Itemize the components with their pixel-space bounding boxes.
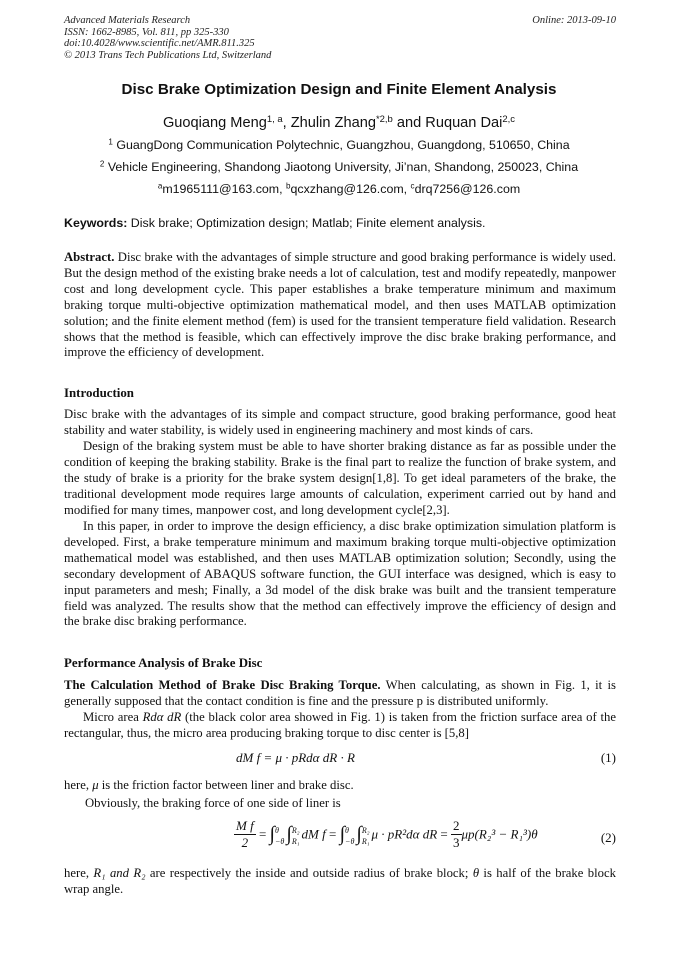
text-run: is half of the brake block wrap angle. bbox=[64, 866, 616, 896]
affiliation-2 bbox=[0, 160, 678, 174]
journal-header bbox=[64, 15, 616, 61]
issn-line: ISSN: 1662-8985, Vol. 811, pp 325-330 bbox=[64, 26, 229, 38]
performance-text: When calculating, as shown in Fig. 1, it is generally supposed that the contact condition is fine and the pressure p is distributed uniformly. bbox=[64, 678, 616, 708]
equation-2-lhs-fraction bbox=[234, 818, 256, 851]
inline-math: Rdα dR bbox=[142, 710, 182, 724]
subsection-label: The Calculation Method of Brake Disc Braking Torque. bbox=[64, 678, 381, 692]
email-address: qcxzhang@126.com, bbox=[290, 182, 411, 196]
equation-2-rhs-fraction bbox=[451, 818, 462, 851]
radius-paragraph bbox=[64, 866, 616, 898]
introduction-heading: Introduction bbox=[64, 386, 134, 400]
author-separator: and bbox=[392, 115, 426, 131]
keywords-label: Keywords: bbox=[64, 216, 128, 230]
integral-sign: ∫ bbox=[339, 823, 346, 845]
performance-heading: Performance Analysis of Brake Disc bbox=[64, 656, 263, 670]
text-run: Micro area bbox=[83, 710, 143, 724]
text-run: here, bbox=[64, 866, 94, 880]
online-date: Online: 2013-09-10 bbox=[532, 15, 616, 26]
email-mark: c bbox=[410, 181, 415, 191]
performance-paragraph-1 bbox=[64, 678, 616, 710]
journal-name: Advanced Materials Research bbox=[64, 15, 191, 26]
intro-paragraph-1: Disc brake with the advantages of its simple and compact structure, good braking performance, good heat stability and water stability, is widely used in engineering machinery and most kinds of cars. bbox=[64, 407, 616, 437]
affiliation-mark: 1 bbox=[108, 137, 113, 147]
author-affiliation-mark: *2,b bbox=[375, 113, 393, 125]
abstract-text: Disc brake with the advantages of simple structure and good braking performance is widely used. But the design method of the existing brake needs a lot of calculation, test and modify repeatedly, manpower cost and long development cycle. This paper establishes a brake temperature minimum and maximum braking torque multi-objective optimization mathematical model, and then uses MATLAB optimization solution; and the finite element method (fem) is used for the transient temperature field validation. Research shows that the method is feasible, which can effectively improve the disc brake braking performance, and improve the efficiency of development. bbox=[64, 250, 616, 360]
equation-1-body: dM f = μ · pRdα dR · R bbox=[236, 750, 355, 765]
obviously-paragraph: Obviously, the braking force of one side of liner is bbox=[85, 796, 341, 810]
author-list bbox=[0, 115, 678, 131]
copyright-line: © 2013 Trans Tech Publications Ltd, Switzerland bbox=[64, 49, 272, 61]
abstract-paragraph bbox=[64, 250, 616, 361]
fraction-denominator: 3 bbox=[453, 835, 460, 850]
keywords-text: Disk brake; Optimization design; Matlab; Finite element analysis. bbox=[127, 216, 486, 230]
affiliation-mark: 2 bbox=[99, 159, 105, 169]
text-run: here, bbox=[64, 778, 93, 792]
intro-paragraph-2: Design of the braking system must be able to have shorter braking distance as far as possible under the condition of keeping the braking stability. Brake is the final part to realize the function of brake system, and the study of brake is a priority for the brake system design[1,8]. To get ideal parameters of the brake, the traditional development mode requires large amounts of calculation, experiment carried out by hand and modified for many times, manpower cost, and long development cycle[2,3]. bbox=[64, 439, 616, 517]
fraction-denominator: 2 bbox=[241, 835, 249, 850]
inline-math: θ bbox=[472, 866, 480, 880]
text-run: (the black color area showed in Fig. 1) is taken from the friction surface area of the rectangular, thus, the micro area producing braking torque to disc center is [5,8] bbox=[64, 710, 616, 740]
inline-math: R₁ and R₂ bbox=[93, 866, 146, 880]
integral-sign: ∫ bbox=[269, 823, 276, 845]
email-address: m1965111@163.com, bbox=[162, 182, 287, 196]
keywords bbox=[64, 216, 616, 230]
integral-sign: ∫ bbox=[286, 823, 292, 845]
equation-2-body: $\frac{\text{M f}}{2}$ = ∫θ −θ ∫R₂ R₁ dM f = ∫θ −θ ∫R₂ R₁ μ · pR²dα dR = $\frac{2}{3}$ μp(R₂³ − R₁³)θ bbox=[236, 818, 538, 850]
abstract-label: Abstract. bbox=[64, 250, 115, 264]
affiliation-text: GuangDong Communication Polytechnic, Guangzhou, Guangdong, 510650, China bbox=[116, 138, 570, 152]
integral-sign: ∫ bbox=[356, 823, 362, 845]
intro-paragraph-3: In this paper, in order to improve the design efficiency, a disc brake optimization simulation platform is developed. First, a brake temperature minimum and maximum braking torque multi-objective optimization mathematical model was established, and then uses MATLAB optimization solution; Secondly, using the secondary development of ABAQUS software function, the GUI interface was designed, which is easy to input parameters and mesh; Finally, a 3d model of the disk brake was built and the transient temperature field was analyzed. The results show that the method can effectively improve the efficiency of design and the brake disc braking performance. bbox=[64, 519, 616, 629]
author-name: Guoqiang Meng bbox=[162, 115, 267, 131]
doi-line: doi:10.4028/www.scientific.net/AMR.811.325 bbox=[64, 38, 255, 50]
text-run: is the friction factor between liner and brake disc. bbox=[98, 778, 354, 792]
email-mark: b bbox=[286, 181, 291, 191]
email-address: drq7256@126.com bbox=[414, 182, 521, 196]
equation-2-rhs: μp(R₂³ − R₁³)θ bbox=[461, 826, 538, 842]
integrand: μ · pR²dα dR bbox=[371, 826, 438, 842]
affiliation-1 bbox=[0, 138, 678, 152]
integrand: dM f bbox=[301, 826, 326, 842]
email-line bbox=[0, 182, 678, 196]
equation-2 bbox=[64, 818, 616, 862]
inline-math: μ bbox=[92, 778, 99, 792]
text-run: are respectively the inside and outside radius of brake block; bbox=[145, 866, 473, 880]
fraction-numerator: M f bbox=[236, 818, 254, 833]
equation-2-number: (2) bbox=[600, 830, 616, 845]
performance-paragraph-2 bbox=[64, 710, 616, 742]
paper-title: Disc Brake Optimization Design and Finite Element Analysis bbox=[121, 81, 557, 98]
equation-1-number: (1) bbox=[600, 750, 616, 765]
friction-factor-paragraph bbox=[64, 778, 616, 794]
author-name: Zhulin Zhang bbox=[290, 115, 376, 131]
author-name: Ruquan Dai bbox=[425, 115, 503, 131]
author-separator: , bbox=[282, 115, 291, 131]
fraction-numerator: 2 bbox=[453, 818, 460, 833]
author-affiliation-mark: 1, a bbox=[266, 113, 283, 125]
affiliation-text: Vehicle Engineering, Shandong Jiaotong University, Ji’nan, Shandong, 250023, China bbox=[107, 160, 579, 174]
author-affiliation-mark: 2,c bbox=[502, 113, 516, 125]
email-mark: a bbox=[157, 181, 163, 191]
